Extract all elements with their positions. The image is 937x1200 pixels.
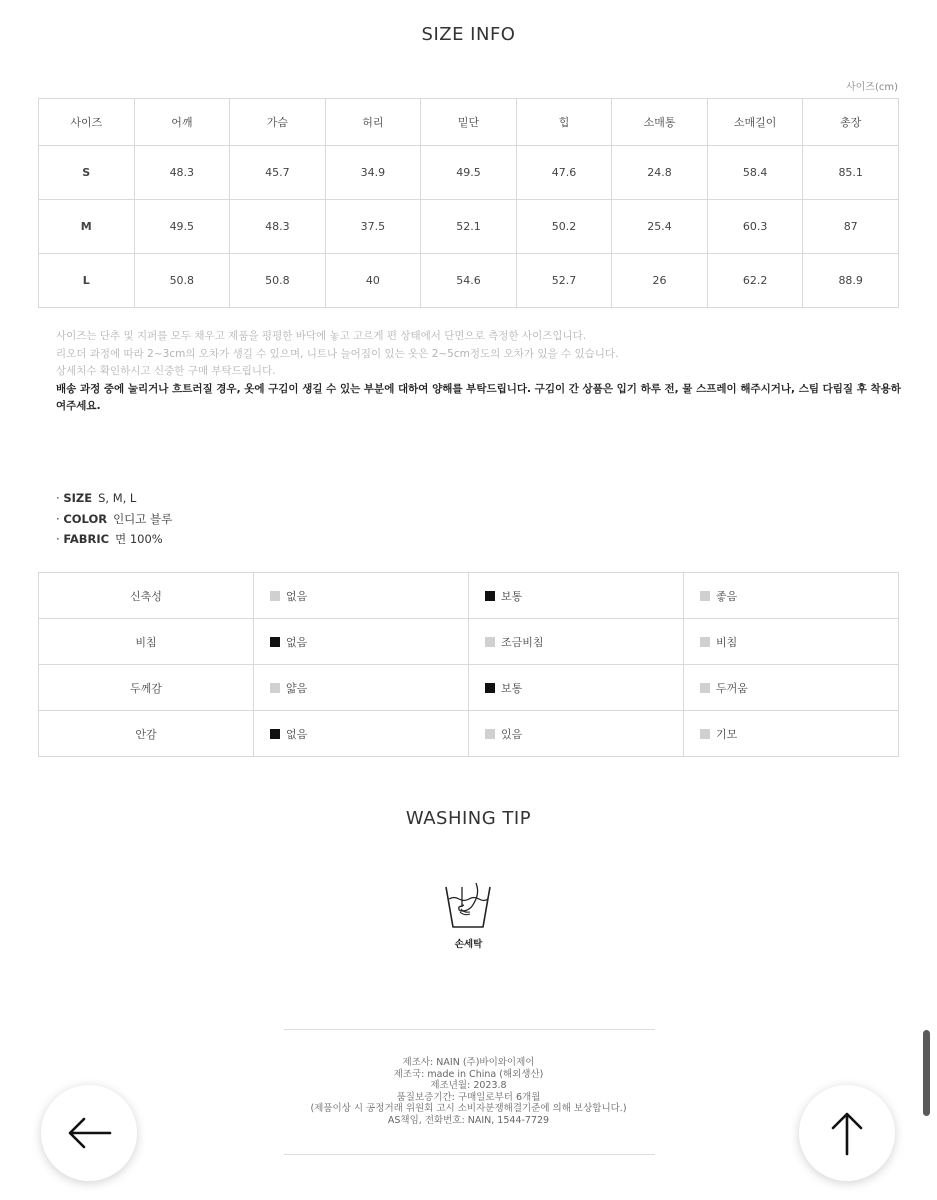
size-value-cell: 25.4 <box>612 200 708 254</box>
feel-label-cell: 안감 <box>39 711 254 757</box>
spec-bullet: · <box>56 532 64 546</box>
size-value-cell: 24.8 <box>612 146 708 200</box>
feel-option-label: 비침 <box>716 635 738 649</box>
size-header-cell: 가슴 <box>230 99 326 146</box>
fabric-feel-row <box>39 711 899 757</box>
spec-bullet: · <box>56 511 64 526</box>
checked-square-icon <box>270 637 280 647</box>
info-line: 제조년월: 2023.8 <box>430 1080 507 1092</box>
size-row <box>39 254 899 308</box>
feel-option-label: 얇음 <box>286 681 308 695</box>
hand-wash-icon <box>440 877 496 933</box>
size-unit-label: 사이즈(cm) <box>845 82 898 93</box>
feel-option-cell <box>254 711 469 757</box>
feel-label-cell: 두께감 <box>39 665 254 711</box>
size-value-cell: 26 <box>612 254 708 308</box>
divider <box>284 1154 655 1155</box>
feel-label-cell: 비침 <box>39 619 254 665</box>
size-value-cell: 48.3 <box>230 200 326 254</box>
manufacturer-info <box>0 1057 937 1127</box>
feel-option-label: 기모 <box>716 727 738 741</box>
hand-wash-label: 손세탁 <box>454 939 483 950</box>
size-value-cell: 49.5 <box>421 146 517 200</box>
feel-option-label: 보통 <box>501 681 523 695</box>
feel-option-label: 있음 <box>501 727 523 741</box>
unchecked-square-icon <box>270 591 280 601</box>
size-header-cell: 허리 <box>325 99 421 146</box>
size-value-cell: 54.6 <box>421 254 517 308</box>
unchecked-square-icon <box>700 591 710 601</box>
note-line: 상세치수 확인하시고 신중한 구매 부탁드립니다. <box>56 365 276 377</box>
size-value-cell: 37.5 <box>325 200 421 254</box>
back-button[interactable] <box>41 1085 137 1181</box>
size-header-cell: 소매통 <box>612 99 708 146</box>
size-header-cell: 밑단 <box>421 99 517 146</box>
spec-fabric <box>56 529 172 550</box>
arrow-up-icon <box>827 1108 867 1158</box>
feel-option-cell <box>469 711 684 757</box>
spec-value: S, M, L <box>98 491 137 505</box>
info-line: 품질보증기간: 구매일로부터 6개월 <box>396 1091 541 1103</box>
feel-option-cell <box>254 573 469 619</box>
size-value-cell: 40 <box>325 254 421 308</box>
washing-tip-title: WASHING TIP <box>405 808 532 829</box>
size-value-cell: 87 <box>803 200 899 254</box>
note-wrinkle-warning: 배송 과정 중에 눌리거나 흐트러질 경우, 옷에 구김이 생길 수 있는 부분에 대하여 양해를 부탁드립니다. 구김이 간 상품은 입기 하루 전, 물 스프레이 해주시거나, 스팀 다림질 후 착용하여주세요. <box>56 382 901 412</box>
size-header-cell: 총장 <box>803 99 899 146</box>
feel-option-cell <box>684 711 899 757</box>
unchecked-square-icon <box>485 729 495 739</box>
size-value-cell: 45.7 <box>230 146 326 200</box>
size-label-cell: S <box>39 146 135 200</box>
feel-option-cell <box>469 665 684 711</box>
unchecked-square-icon <box>700 637 710 647</box>
spec-label: COLOR <box>63 511 108 526</box>
feel-option-cell <box>254 665 469 711</box>
arrow-left-icon <box>64 1113 114 1153</box>
size-value-cell: 58.4 <box>707 146 803 200</box>
checked-square-icon <box>270 729 280 739</box>
feel-option-cell <box>684 665 899 711</box>
size-value-cell: 88.9 <box>803 254 899 308</box>
info-line: AS책임, 전화번호: NAIN, 1544-7729 <box>387 1114 550 1126</box>
info-line: (제품이상 시 공정거래 위원회 고시 소비자분쟁해결기준에 의해 보상합니다.) <box>310 1103 627 1115</box>
spec-value: 인디고 블루 <box>113 511 173 526</box>
fabric-feel-table <box>38 572 899 757</box>
divider <box>284 1029 655 1030</box>
spec-bullet: · <box>56 491 64 505</box>
size-label-cell: M <box>39 200 135 254</box>
size-value-cell: 50.8 <box>230 254 326 308</box>
size-value-cell: 49.5 <box>134 200 230 254</box>
feel-option-label: 없음 <box>286 589 308 603</box>
scrollbar-thumb[interactable] <box>923 1030 930 1116</box>
fabric-feel-row <box>39 665 899 711</box>
spec-label: SIZE <box>63 491 93 505</box>
product-specs <box>56 488 172 550</box>
size-value-cell: 48.3 <box>134 146 230 200</box>
size-row <box>39 200 899 254</box>
unchecked-square-icon <box>700 729 710 739</box>
size-label-cell: L <box>39 254 135 308</box>
feel-option-cell <box>469 619 684 665</box>
size-row <box>39 146 899 200</box>
size-value-cell: 60.3 <box>707 200 803 254</box>
feel-option-label: 조금비침 <box>501 635 544 649</box>
info-line: 제조국: made in China (해외생산) <box>393 1068 544 1080</box>
feel-option-label: 좋음 <box>716 589 738 603</box>
size-header-row <box>39 99 899 146</box>
size-header-cell: 사이즈 <box>39 99 135 146</box>
size-header-cell: 힙 <box>516 99 612 146</box>
scroll-to-top-button[interactable] <box>799 1085 895 1181</box>
size-value-cell: 52.1 <box>421 200 517 254</box>
spec-size <box>56 488 172 509</box>
size-value-cell: 62.2 <box>707 254 803 308</box>
fabric-feel-row <box>39 573 899 619</box>
size-value-cell: 50.8 <box>134 254 230 308</box>
size-table <box>38 98 899 308</box>
unchecked-square-icon <box>485 637 495 647</box>
feel-option-label: 없음 <box>286 635 308 649</box>
feel-option-label: 없음 <box>286 727 308 741</box>
feel-option-label: 두꺼움 <box>716 681 748 695</box>
fabric-feel-row <box>39 619 899 665</box>
spec-color <box>56 509 172 530</box>
size-value-cell: 34.9 <box>325 146 421 200</box>
feel-option-cell <box>684 573 899 619</box>
size-value-cell: 50.2 <box>516 200 612 254</box>
feel-option-label: 보통 <box>501 589 523 603</box>
info-line: 제조사: NAIN (주)바이와이제이 <box>402 1057 535 1068</box>
unchecked-square-icon <box>700 683 710 693</box>
checked-square-icon <box>485 591 495 601</box>
spec-label: FABRIC <box>63 532 110 546</box>
note-line: 사이즈는 단추 및 지퍼를 모두 채우고 제품을 평평한 바닥에 놓고 고르게 편 상태에서 단면으로 측정한 사이즈입니다. <box>56 330 587 342</box>
size-value-cell: 85.1 <box>803 146 899 200</box>
unchecked-square-icon <box>270 683 280 693</box>
size-info-title: SIZE INFO <box>421 24 516 45</box>
feel-option-cell <box>469 573 684 619</box>
size-value-cell: 47.6 <box>516 146 612 200</box>
size-value-cell: 52.7 <box>516 254 612 308</box>
feel-label-cell: 신축성 <box>39 573 254 619</box>
spec-value: 면 100% <box>115 532 163 546</box>
checked-square-icon <box>485 683 495 693</box>
size-header-cell: 어깨 <box>134 99 230 146</box>
size-notes <box>56 328 906 416</box>
feel-option-cell <box>684 619 899 665</box>
feel-option-cell <box>254 619 469 665</box>
size-header-cell: 소매길이 <box>707 99 803 146</box>
note-line: 리오더 과정에 따라 2~3cm의 오차가 생길 수 있으며, 니트나 늘어짐이 있는 옷은 2~5cm정도의 오차가 있을 수 있습니다. <box>56 347 619 360</box>
